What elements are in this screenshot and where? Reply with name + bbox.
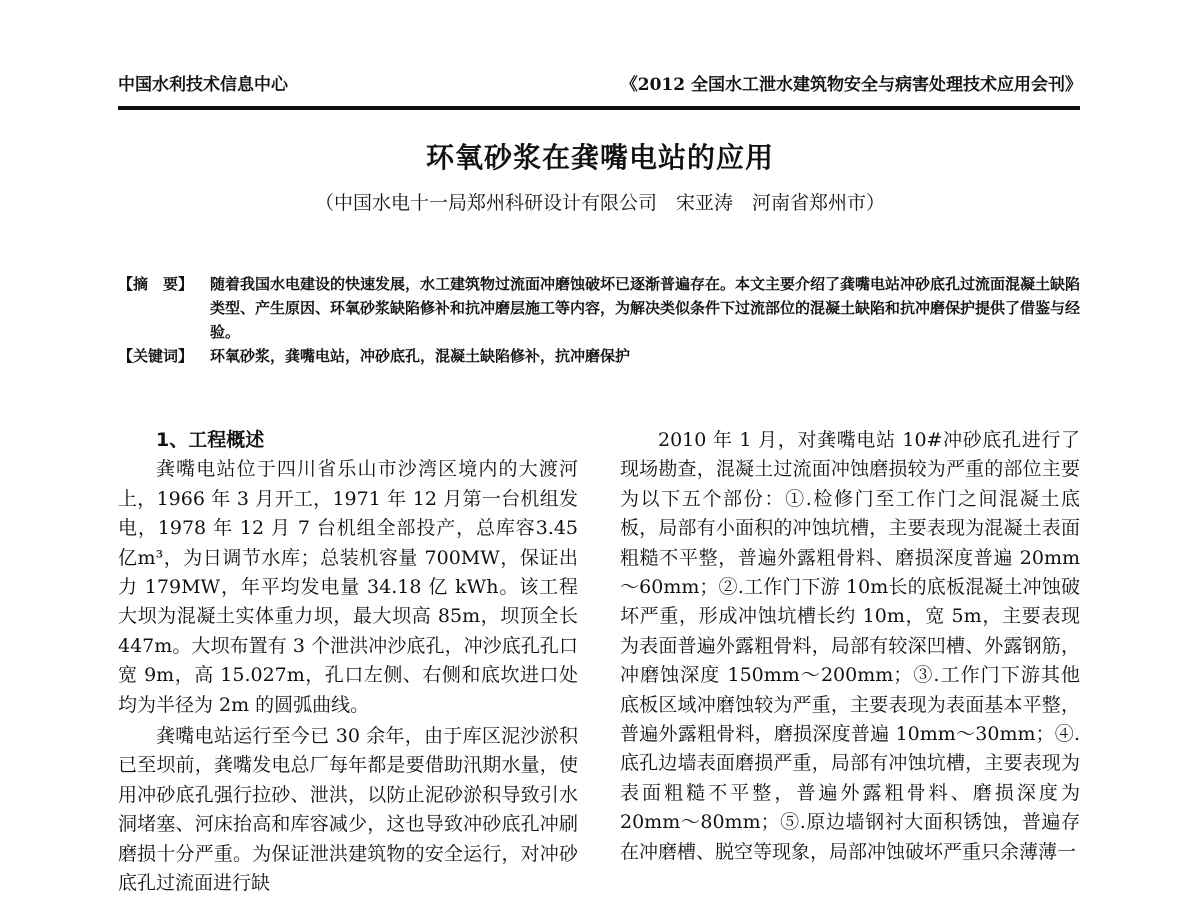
abstract-row <box>118 272 1080 344</box>
running-header-left: 中国水利技术信息中心 <box>118 75 288 95</box>
keywords-label: 【关键词】 <box>118 347 194 365</box>
keywords-row <box>118 344 1080 368</box>
body-paragraph: 龚嘴电站运行至今已 30 余年，由于库区泥沙淤积已至坝前，龚嘴发电总厂每年都是要借助汛期水量，使用冲砂底孔强行拉砂、泄洪，以防止泥砂淤积导致引水洞堵塞、河床抬高和库容减少，这也导致冲砂底孔冲刷磨损十分严重。为保证泄洪建筑物的安全运行，对冲砂底孔过流面进行缺 <box>118 725 578 895</box>
keywords-text: 环氧砂浆，龚嘴电站，冲砂底孔，混凝土缺陷修补，抗冲磨保护 <box>210 347 631 365</box>
section-heading: 1、工程概述 <box>156 429 265 451</box>
running-header-right: 《2012 全国水工泄水建筑物安全与病害处理技术应用会刊》 <box>620 75 1082 95</box>
body-paragraph: 2010 年 1 月，对龚嘴电站 10#冲砂底孔进行了现场勘查，混凝土过流面冲蚀磨损较为严重的部位主要为以下五个部份：①.检修门至工作门之间混凝土底板，局部有小面积的冲蚀坑槽，主要表现为混凝土表面粗糙不平整，普遍外露粗骨料、磨损深度普遍 20mm～60mm；②.工作门下游 10m长的底板混凝土冲蚀破坏严重，形成冲蚀坑槽长约 10m，宽 5m，主要表现为表面普遍外露粗骨料，局部有较深凹槽、外露钢筋，冲磨蚀深度 150mm～200mm；③.工作门下游其他底板区域冲磨蚀较为严重，主要表现为表面基本平整，普遍外露粗骨料，磨损深度普遍 10mm～30mm；④.底孔边墙表面磨损严重，局部有冲蚀坑槽，主要表现为表面粗糙不平整，普遍外露粗骨料、磨损深度为 20mm～80mm；⑤.原边墙钢衬大面积锈蚀，普遍存在冲磨槽、脱空等现象，局部冲蚀破坏严重只余薄薄一 <box>620 429 1080 863</box>
header-rule <box>118 106 1080 110</box>
abstract-label: 【摘 要】 <box>118 275 194 293</box>
body-paragraph: 龚嘴电站位于四川省乐山市沙湾区境内的大渡河上，1966 年 3 月开工，1971 年 12 月第一台机组发电，1978 年 12 月 7 台机组全部投产，总库容3.45亿m³，为日调节水库；总装机容量 700MW，保证出力 179MW，年平均发电量 34.18 亿 kWh。该工程大坝为混凝土实体重力坝，最大坝高 85m，坝顶全长 447m。大坝布置有 3 个泄洪冲沙底孔，冲沙底孔孔口宽 9m，高 15.027m，孔口左侧、右侧和底坎进口处均为半径为 2m 的圆弧曲线。 <box>118 458 578 716</box>
author-affiliation: （中国水电十一局郑州科研设计有限公司 宋亚涛 河南省郑州市） <box>314 192 885 214</box>
right-column <box>620 426 1080 867</box>
left-column <box>118 426 578 899</box>
abstract-text: 随着我国水电建设的快速发展，水工建筑物过流面冲磨蚀破坏已逐渐普遍存在。本文主要介绍了龚嘴电站冲砂底孔过流面混凝土缺陷类型、产生原因、环氧砂浆缺陷修补和抗冲磨层施工等内容，为解决类似条件下过流部位的混凝土缺陷和抗冲磨保护提供了借鉴与经验。 <box>210 275 1081 341</box>
abstract-block <box>118 272 1080 368</box>
paper-title: 环氧砂浆在龚嘴电站的应用 <box>425 141 774 174</box>
